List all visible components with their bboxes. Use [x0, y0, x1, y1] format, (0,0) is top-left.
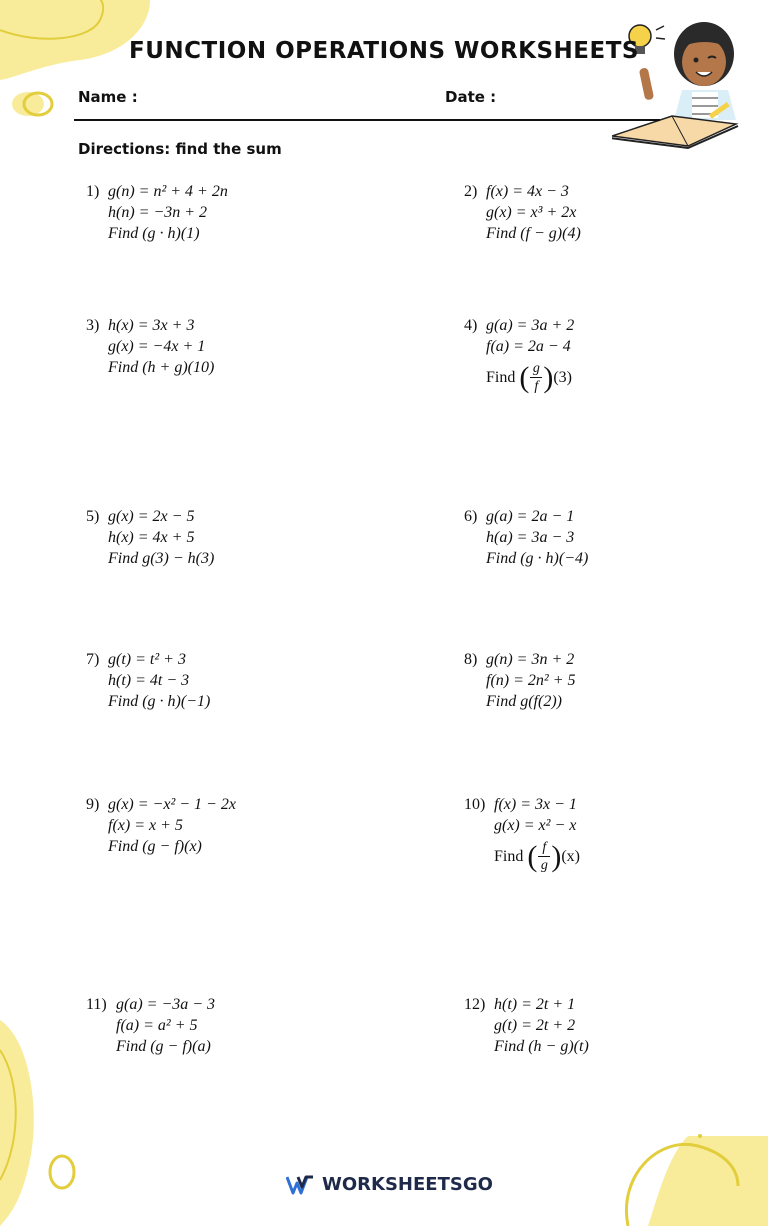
- problem-line: h(x) = 3x + 3: [108, 317, 195, 334]
- problem-6: [464, 506, 588, 569]
- problem-find: Find g(f(2)): [486, 693, 562, 710]
- problem-line: g(x) = −4x + 1: [108, 338, 206, 355]
- problem-line: f(n) = 2n² + 5: [486, 672, 576, 689]
- problem-line: g(a) = 2a − 1: [486, 508, 575, 525]
- problem-number: 5): [86, 508, 100, 525]
- problem-number: 6): [464, 508, 478, 525]
- problem-line: g(n) = n² + 4 + 2n: [108, 183, 228, 200]
- problem-line: f(a) = a² + 5: [116, 1017, 198, 1034]
- problem-4: [464, 315, 574, 394]
- find-argument: (3): [553, 369, 572, 386]
- problem-12: [464, 994, 589, 1057]
- problem-line: g(x) = x² − x: [494, 817, 577, 834]
- worksheetsgo-logo-icon: [286, 1175, 314, 1195]
- problem-2: [464, 181, 581, 244]
- find-word: Find: [486, 369, 516, 386]
- problem-number: 8): [464, 651, 478, 668]
- fraction-numerator: f: [542, 840, 547, 855]
- directions-text: Directions: find the sum: [78, 140, 282, 158]
- problem-find: Find (g · h)(−1): [108, 693, 211, 710]
- problem-number: 10): [464, 796, 486, 813]
- problem-number: 11): [86, 996, 107, 1013]
- date-label: Date :: [445, 88, 497, 106]
- problem-find: Find (g − f)(x): [108, 838, 202, 855]
- problem-9: [86, 794, 236, 857]
- problem-line: f(a) = 2a − 4: [486, 338, 571, 355]
- problem-line: g(x) = −x² − 1 − 2x: [108, 796, 236, 813]
- problem-number: 12): [464, 996, 486, 1013]
- fraction-denominator: g: [540, 858, 548, 873]
- problem-line: g(x) = x³ + 2x: [486, 204, 577, 221]
- problem-find: Find ( $\frac{g}{f}$ ) (3): [486, 360, 572, 394]
- problem-number: 7): [86, 651, 100, 668]
- problem-number: 4): [464, 317, 478, 334]
- header-rule: [74, 119, 660, 121]
- problem-8: [464, 649, 576, 712]
- problem-line: h(t) = 4t − 3: [108, 672, 190, 689]
- find-argument: (x): [561, 848, 580, 865]
- fraction-numerator: g: [532, 361, 540, 376]
- problem-find: Find (h + g)(10): [108, 359, 215, 376]
- footer-brand-suffix: GO: [462, 1174, 493, 1195]
- name-label: Name :: [78, 88, 138, 106]
- bottom-left-blob: [0, 1000, 80, 1226]
- problem-number: 9): [86, 796, 100, 813]
- problem-line: h(a) = 3a − 3: [486, 529, 575, 546]
- problem-number: 3): [86, 317, 100, 334]
- problem-find: Find (g · h)(1): [108, 225, 200, 242]
- problem-line: g(a) = −3a − 3: [116, 996, 216, 1013]
- student-with-lightbulb-illustration: [612, 12, 752, 152]
- footer-brand: [286, 1174, 493, 1195]
- bottom-right-blob: [588, 1116, 768, 1226]
- problem-1: [86, 181, 228, 244]
- problem-line: f(x) = 3x − 1: [494, 796, 577, 813]
- problem-line: g(a) = 3a + 2: [486, 317, 575, 334]
- problem-find: Find (g · h)(−4): [486, 550, 589, 567]
- problem-5: [86, 506, 214, 569]
- left-ring-decoration: [6, 84, 66, 124]
- problem-line: g(t) = 2t + 2: [494, 1017, 576, 1034]
- fraction-denominator: f: [534, 379, 539, 394]
- problem-find: Find g(3) − h(3): [108, 550, 215, 567]
- problem-line: f(x) = x + 5: [108, 817, 183, 834]
- page-title: FUNCTION OPERATIONS WORKSHEETS: [129, 38, 639, 64]
- problem-line: h(t) = 2t + 1: [494, 996, 576, 1013]
- problem-number: 1): [86, 183, 100, 200]
- problem-7: [86, 649, 210, 712]
- problem-line: g(n) = 3n + 2: [486, 651, 575, 668]
- problem-line: f(x) = 4x − 3: [486, 183, 569, 200]
- footer-brand-text: WORKSHEETS: [322, 1174, 463, 1195]
- find-word: Find: [494, 848, 524, 865]
- problem-line: h(x) = 4x + 5: [108, 529, 195, 546]
- problem-find: Find (f − g)(4): [486, 225, 581, 242]
- problem-find: Find (g − f)(a): [116, 1038, 211, 1055]
- problem-line: g(x) = 2x − 5: [108, 508, 195, 525]
- problem-line: h(n) = −3n + 2: [108, 204, 208, 221]
- problem-find: Find ( $\frac{f}{g}$ ) (x): [494, 839, 580, 873]
- problem-10: [464, 794, 580, 873]
- problem-line: g(t) = t² + 3: [108, 651, 186, 668]
- problem-number: 2): [464, 183, 478, 200]
- fraction: [538, 840, 550, 873]
- problem-11: [86, 994, 215, 1057]
- problem-3: [86, 315, 214, 378]
- problem-find: Find (h − g)(t): [494, 1038, 589, 1055]
- fraction: [530, 361, 542, 394]
